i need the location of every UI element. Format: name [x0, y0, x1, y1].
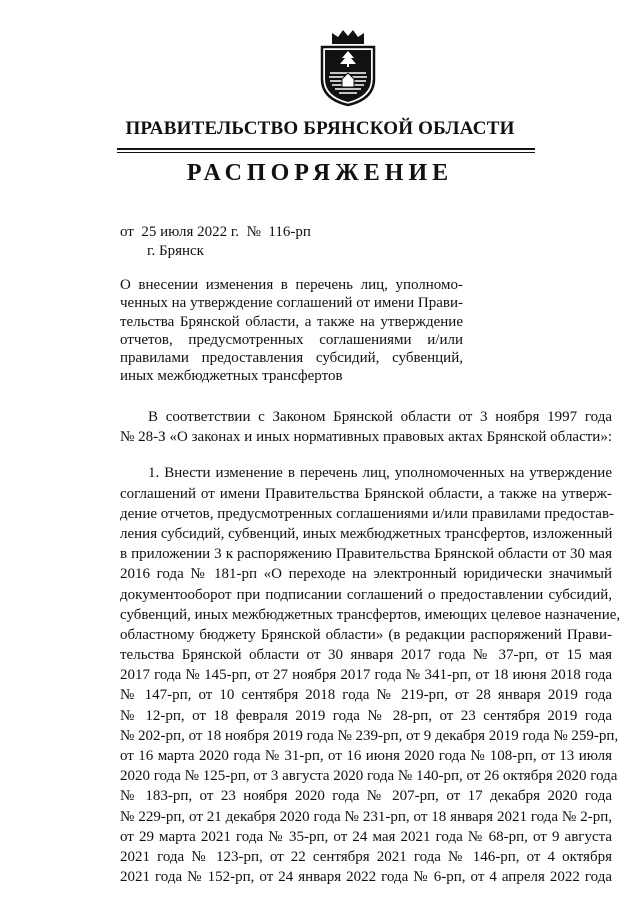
body-line: 2016 года № 181-рп «О переходе на электронный юридически значимый	[120, 566, 612, 583]
body-line: 1. Внести изменение в перечень лиц, уполномоченных на утверждение	[148, 465, 612, 482]
body-line: тельства Брянской области от 30 января 2017 года № 37-рп, от 15 мая	[120, 647, 612, 664]
body-line: ления субсидий, субвенций, иных межбюджетных трансфертов, изложенный	[120, 525, 613, 542]
subject-line: правилами предоставления субсидий, субвенций,	[120, 350, 463, 367]
body-line: соглашений от имени Правительства Брянской области, а также на утверж-	[120, 485, 612, 502]
body-line: № 147-рп, от 10 сентября 2018 года № 219-рп, от 28 января 2019 года	[120, 687, 612, 704]
subject-line: иных межбюджетных трансфертов	[120, 368, 343, 385]
body-line: № 28-З «О законах и иных нормативных правовых актах Брянской области»:	[120, 429, 612, 446]
document-city: г. Брянск	[147, 243, 204, 259]
body-line: от 16 марта 2020 года № 31-рп, от 16 июня 2020 года № 108-рп, от 13 июля	[120, 748, 612, 764]
document-date-number: от 25 июля 2022 г. № 116-рп	[120, 224, 311, 240]
subject-line: тельства Брянской области, а также на утверждение	[120, 313, 463, 330]
subject-line: ченных на утверждение соглашений от имени Прави-	[120, 295, 463, 312]
body-line: субвенций, иных межбюджетных трансфертов, имеющих целевое назначение,	[120, 606, 621, 623]
subject-line: О внесении изменения в перечень лиц, уполномо-	[120, 277, 463, 293]
subject-line: отчетов, предусмотренных соглашениями и/или	[120, 331, 463, 348]
document-meta	[120, 223, 311, 261]
body-line: 2021 года № 152-рп, от 24 января 2022 года № 6-рп, от 4 апреля 2022 года	[120, 869, 612, 886]
document-type-title: РАСПОРЯЖЕНИЕ	[186, 160, 454, 186]
body-line: № 183-рп, от 23 ноября 2020 года № 207-рп, от 17 декабря 2020 года	[120, 788, 612, 805]
body-line: областному бюджету Брянской области» (в редакции распоряжений Прави-	[120, 626, 612, 643]
header-divider-thin	[117, 152, 535, 153]
body-line: в приложении 3 к распоряжению Правительства Брянской области от 30 мая	[120, 546, 612, 563]
body-line: № 202-рп, от 18 ноября 2019 года № 239-рп, от 9 декабря 2019 года № 259-рп,	[120, 727, 619, 744]
body-line: 2021 года № 123-рп, от 22 сентября 2021 года № 146-рп, от 4 октября	[120, 848, 612, 865]
body-line: 2017 года № 145-рп, от 27 ноября 2017 года № 341-рп, от 18 июня 2018 года	[120, 667, 612, 684]
document-subject	[120, 276, 463, 386]
body-line: № 229-рп, от 21 декабря 2020 года № 231-рп, от 18 января 2021 года № 2-рп,	[120, 808, 612, 825]
body-line: документооборот при подписании соглашений о предоставлении субсидий,	[120, 586, 612, 603]
bryansk-oblast-coat-of-arms-icon	[318, 27, 378, 107]
body-line: от 29 марта 2021 года № 35-рп, от 24 мая 2021 года № 68-рп, от 9 августа	[120, 828, 612, 845]
header-divider-thick	[117, 148, 535, 150]
body-line: 2020 года № 125-рп, от 3 августа 2020 года № 140-рп, от 26 октября 2020 года	[120, 768, 618, 785]
paragraph-gap	[120, 447, 612, 463]
body-line: дение отчетов, предусмотренных соглашениями и/или правилами предостав-	[120, 505, 615, 522]
government-name: ПРАВИТЕЛЬСТВО БРЯНСКОЙ ОБЛАСТИ	[125, 118, 515, 139]
document-body	[120, 407, 621, 887]
body-line: № 12-рп, от 18 февраля 2019 года № 28-рп, от 23 сентября 2019 года	[120, 707, 612, 724]
body-line: В соответствии с Законом Брянской области от 3 ноября 1997 года	[148, 409, 612, 425]
